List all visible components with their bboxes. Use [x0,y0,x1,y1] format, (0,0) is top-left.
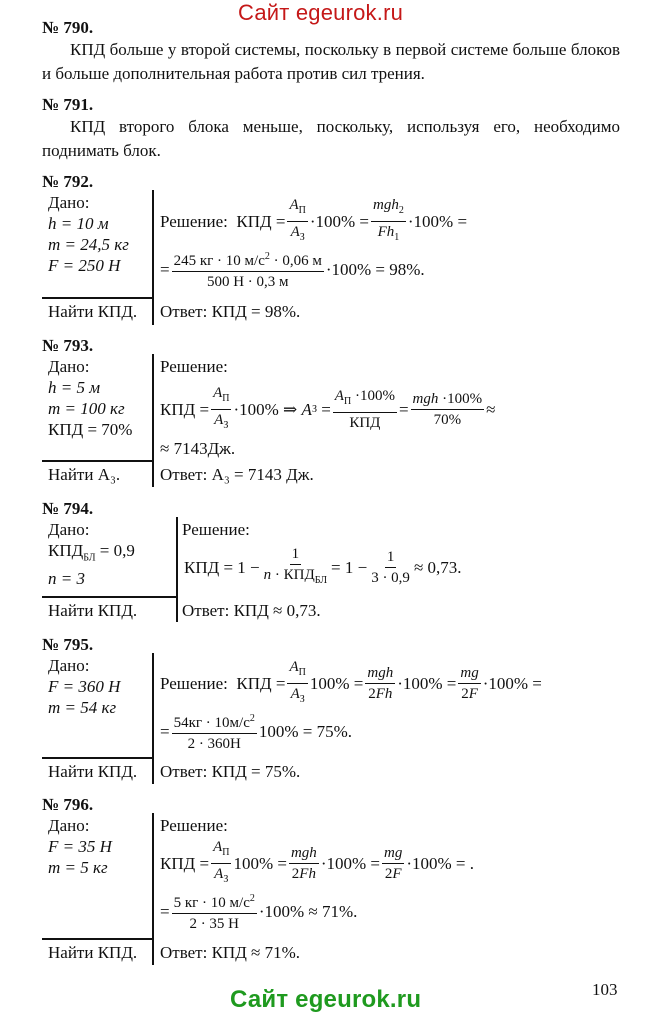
problem-790-text: КПД больше у второй системы, поскольку в первой системе больше блоков и больше дополнительная работа против сил трения. [42,40,620,83]
solution-label-794: Решение: [182,520,250,539]
solution-793-line2: ≈ 7143Дж. [160,439,236,458]
solution-label: Решение: [160,211,228,231]
page-number: 103 [592,980,618,999]
given-label: Дано: [48,357,90,376]
solution-796-line1: КПД = $\frac{A_П}{A_З}$ 100% = $\frac{\text{mgh}}{2Fh}$ ·100% = $\frac{mg}{2F}$ ·100% = . [160,839,474,885]
find-796: Найти КПД. [48,943,138,962]
solution-792-line2: = $\frac{245 кг \cdot 10 м/с^2 \cdot 0,06 м}{500 Н \cdot 0,3 м}$ ·100% = 98%. [160,248,425,291]
given-label: Дано: [48,816,90,835]
problem-791-text: КПД второго блока меньше, поскольку, используя его, необходимо поднимать блок. [42,117,620,160]
problem-number-794: № 794. [42,499,94,518]
solution-label-793: Решение: [160,357,228,376]
solution-792-line1: Решение: КПД = $\frac{A_П}{A_З}$ ·100% = $\frac{mgh_2}{Fh_1}$ ·100% = [160,197,468,243]
problem-number-796: № 796. [42,795,94,814]
given-item: F = 250 Н [48,256,121,275]
answer-795: Ответ: КПД = 75%. [160,762,301,781]
divider-vertical-794 [176,517,178,622]
given-item: m = 100 кг [48,399,125,418]
solution-label-796: Решение: [160,816,228,835]
given-label: Дано: [48,520,90,539]
solution-796-line2: = $\frac{5 кг \cdot 10 м/с^2}{2 \cdot 35 Н}$ ·100% ≈ 71%. [160,890,357,933]
given-block-795 [48,655,120,718]
answer-794: Ответ: КПД ≈ 0,73. [182,601,321,620]
given-item: m = 24,5 кг [48,235,129,254]
site-watermark-bottom: Сайт egeurok.ru [230,986,422,1013]
find-793: Найти A₃. [48,465,121,484]
divider-vertical-795 [152,653,154,784]
answer-792: Ответ: КПД = 98%. [160,302,301,321]
given-block-793 [48,356,132,440]
site-watermark-top: Сайт egeurok.ru [238,0,404,25]
problem-number-791: № 791. [42,95,94,114]
problem-number-792: № 792. [42,172,94,191]
find-792: Найти КПД. [48,302,138,321]
solution-794-line1: КПД = 1 − $\frac{1}{n \cdot КПД_{БЛ}}$ = 1 − $\frac{1}{3 \cdot 0,9}$ ≈ 0,73. [184,546,462,586]
divider-horizontal-794 [42,596,178,598]
given-block-792 [48,192,129,276]
given-item: m = 5 кг [48,858,108,877]
given-item: $КПД_{БЛ} = 0,9$ [48,541,135,564]
given-block-796 [48,815,112,878]
solution-795-line2: = $\frac{54кг \cdot 10м/с^2}{2 \cdot 360Н}$ 100% = 75%. [160,710,352,753]
given-item: КПД = 70% [48,420,133,439]
given-item: h = 10 м [48,214,109,233]
given-item: m = 54 кг [48,698,117,717]
solution-label: Решение: [160,673,228,693]
divider-vertical-796 [152,813,154,965]
solution-793-line1: КПД = $\frac{A_П}{A_З}$ ·100% ⇒ A З = $\frac{A_П \cdot 100\%}{\text{КПД}}$ = $\frac{\text{mgh ·100\%}}{70\%}$ ≈ [160,385,496,431]
given-item: F = 35 Н [48,837,112,856]
problem-number-795: № 795. [42,635,94,654]
divider-horizontal-795 [42,757,154,759]
find-795: Найти КПД. [48,762,138,781]
solution-795-line1: Решение: КПД = $\frac{A_П}{A_З}$ 100% = $\frac{\text{mgh}}{2Fh}$ ·100% = $\frac{mg}{2F}$ ·100% = [160,659,542,705]
given-label: Дано: [48,656,90,675]
answer-793: Ответ: A₃ = 7143 Дж. [160,465,314,484]
divider-horizontal-793 [42,460,154,462]
find-794: Найти КПД. [48,601,138,620]
given-item: h = 5 м [48,378,101,397]
given-item: n = 3 [48,569,85,589]
given-label: Дано: [48,193,90,212]
given-item: F = 360 Н [48,677,121,696]
problem-number-793: № 793. [42,336,94,355]
given-block-794 [48,519,135,589]
divider-vertical-792 [152,190,154,325]
divider-horizontal-796 [42,938,154,940]
problem-number-790: № 790. [42,18,94,37]
divider-horizontal-792 [42,297,154,299]
answer-796: Ответ: КПД ≈ 71%. [160,943,301,962]
divider-vertical-793 [152,354,154,487]
